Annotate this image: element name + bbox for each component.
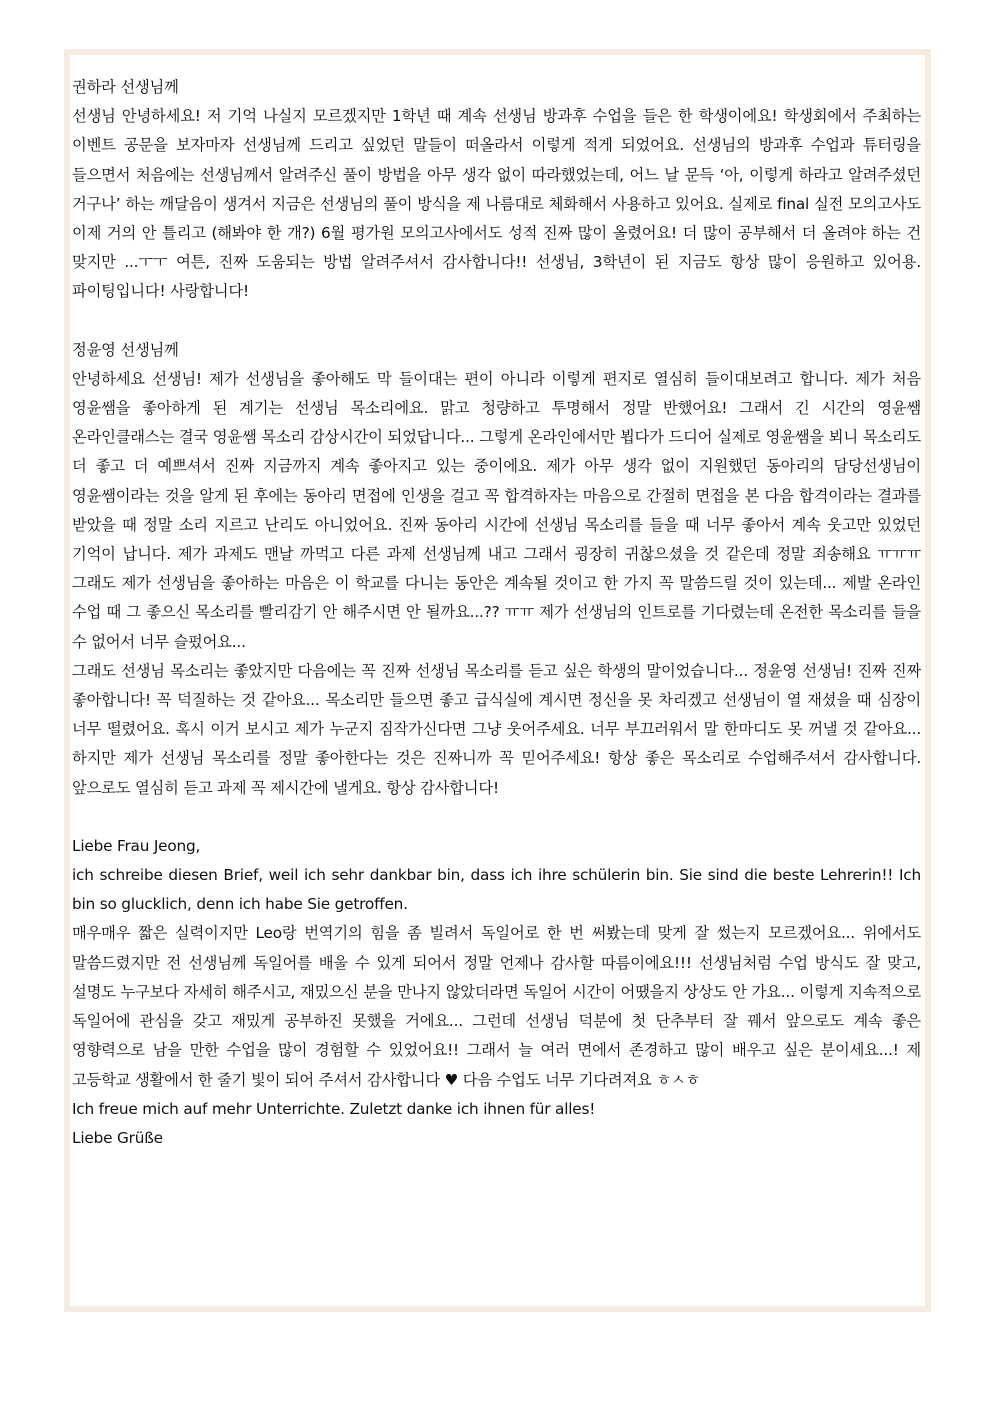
letter-german-body-3: Ich freue mich auf mehr Unterrichte. Zuletzt danke ich ihnen für alles! xyxy=(72,1099,596,1118)
letter-to-jeong-korean xyxy=(72,336,921,803)
letter-to-jeong-german xyxy=(72,832,921,1153)
letter-jeong-body-1: 안녕하세요 선생님! 제가 선생님을 좋아해도 막 들이대는 편이 아니라 이렇게 편지로 열심히 들이대보려고 합니다. 제가 처음 영윤쌤을 좋아하게 된 계기는 선생님 목소리에요. 맑고 청량하고 투명해서 정말 반했어요! 그래서 긴 시간의 영윤쌤 온라인클래스는 결국 영윤쌤 목소리 감상시간이 되었답니다... 그렇게 온라인에서만 뵙다가 드디어 실제로 영윤쌤을 뵈니 목소리도 더 좋고 더 예쁘셔서 진짜 지금까지 계속 좋아지고 있는 중이에요. 제가 아무 생각 없이 지원했던 동아리의 담당선생님이 영윤쌤이라는 것을 알게 된 후에는 동아리 면접에 인생을 걸고 꼭 합격하자는 마음으로 간절히 면접을 본 다음 합격이라는 결과를 받았을 때 정말 소리 지르고 난리도 아니었어요. 진짜 동아리 시간에 선생님 목소리를 들을 때 너무 좋아서 계속 웃고만 있었던 기억이 납니다. 제가 과제도 맨날 까먹고 다른 과제 선생님께 내고 그래서 굉장히 귀찮으셨을 것 같은데 정말 죄송해요 ㅠㅠㅠ 그래도 제가 선생님을 좋아하는 마음은 이 학교를 다니는 동안은 계속될 것이고 한 가지 꼭 말씀드릴 것이 있는데... 제발 온라인 수업 때 그 좋으신 목소리를 빨리감기 안 해주시면 안 될까요...?? ㅠㅠ 제가 선생님의 인트로를 기다렸는데 온전한 목소리를 들을 수 없어서 너무 슬펐어요... xyxy=(72,369,921,651)
letter-sheet xyxy=(70,55,925,1306)
greeting-german: Liebe Frau Jeong, xyxy=(72,836,201,855)
spacer xyxy=(72,803,921,832)
letter-frame xyxy=(64,49,931,1312)
greeting-kwon: 권하라 선생님께 xyxy=(72,78,179,96)
letter-german-body-1: ich schreibe diesen Brief, weil ich sehr dankbar bin, dass ich ihre schülerin bin. Sie sind die beste Lehrerin!! Ich bin so glucklich, denn ich habe Sie getroffen. xyxy=(72,866,921,914)
letter-to-kwon xyxy=(72,73,921,307)
letter-german-closing: Liebe Grüße xyxy=(72,1128,163,1147)
letter-german-body-2: 매우매우 짧은 실력이지만 Leo랑 번역기의 힘을 좀 빌려서 독일어로 한 번 써봤는데 맞게 잘 썼는지 모르겠어요... 위에서도 말씀드렸지만 전 선생님께 독일어를 배울 수 있게 되어서 정말 언제나 감사할 따름이에요!!! 선생님처럼 수업 방식도 잘 맞고, 설명도 누구보다 자세히 해주시고, 재밌으신 분을 만나지 않았더라면 독일어 시간이 어땠을지 상상도 안 가요... 이렇게 지속적으로 독일어에 관심을 갖고 재밌게 공부하진 못했을 거에요... 그런데 선생님 덕분에 첫 단추부터 잘 꿰서 앞으로도 계속 좋은 영향력으로 남을 만한 수업을 많이 경험할 수 있었어요!! 그래서 늘 여러 면에서 존경하고 많이 배우고 싶은 분이세요...! 제 고등학교 생활에서 한 줄기 빛이 되어 주셔서 감사합니다 ♥ 다음 수업도 너무 기다려져요 ㅎㅅㅎ xyxy=(72,924,921,1089)
letter-jeong-body-2: 그래도 선생님 목소리는 좋았지만 다음에는 꼭 진짜 선생님 목소리를 듣고 싶은 학생의 말이었습니다... 정윤영 선생님! 진짜 진짜 좋아합니다! 꼭 덕질하는 것 같아요... 목소리만 들으면 좋고 급식실에 계시면 정신을 못 차리겠고 선생님이 열 재셨을 때 심장이 너무 떨렸어요. 혹시 이거 보시고 제가 누군지 짐작가신다면 그냥 웃어주세요. 너무 부끄러워서 말 한마디도 못 꺼낼 것 같아요... 하지만 제가 선생님 목소리를 정말 좋아한다는 것은 진짜니까 꼭 믿어주세요! 항상 좋은 목소리로 수업해주셔서 감사합니다. 앞으로도 열심히 듣고 과제 꼭 제시간에 낼게요. 항상 감사합니다! xyxy=(72,661,921,797)
greeting-jeong: 정윤영 선생님께 xyxy=(72,340,179,359)
letter-kwon-body: 선생님 안녕하세요! 저 기억 나실지 모르겠지만 1학년 때 계속 선생님 방과후 수업을 들은 한 학생이에요! 학생회에서 주최하는 이벤트 공문을 보자마자 선생님께 드리고 싶었던 말들이 떠올라서 이렇게 적게 되었어요. 선생님의 방과후 수업과 튜터링을 들으면서 처음에는 선생님께서 알려주신 풀이 방법을 아무 생각 없이 따라했었는데, 어느 날 문득 ‘아, 이렇게 하라고 알려주셨던 거구나’ 하는 깨달음이 생겨서 지금은 선생님의 풀이 방식을 제 나름대로 체화해서 사용하고 있어요. 실제로 final 실전 모의고사도 이제 거의 안 틀리고 (해봐야 한 개?) 6월 평가원 모의고사에서도 성적 진짜 많이 올렸어요! 더 많이 공부해서 더 올려야 하는 건 맞지만 ...ㅜㅜ 여튼, 진짜 도움되는 방법 알려주셔서 감사합니다!! 선생님, 3학년이 된 지금도 항상 많이 응원하고 있어용. 파이팅입니다! 사랑합니다! xyxy=(72,107,921,301)
spacer xyxy=(72,307,921,336)
